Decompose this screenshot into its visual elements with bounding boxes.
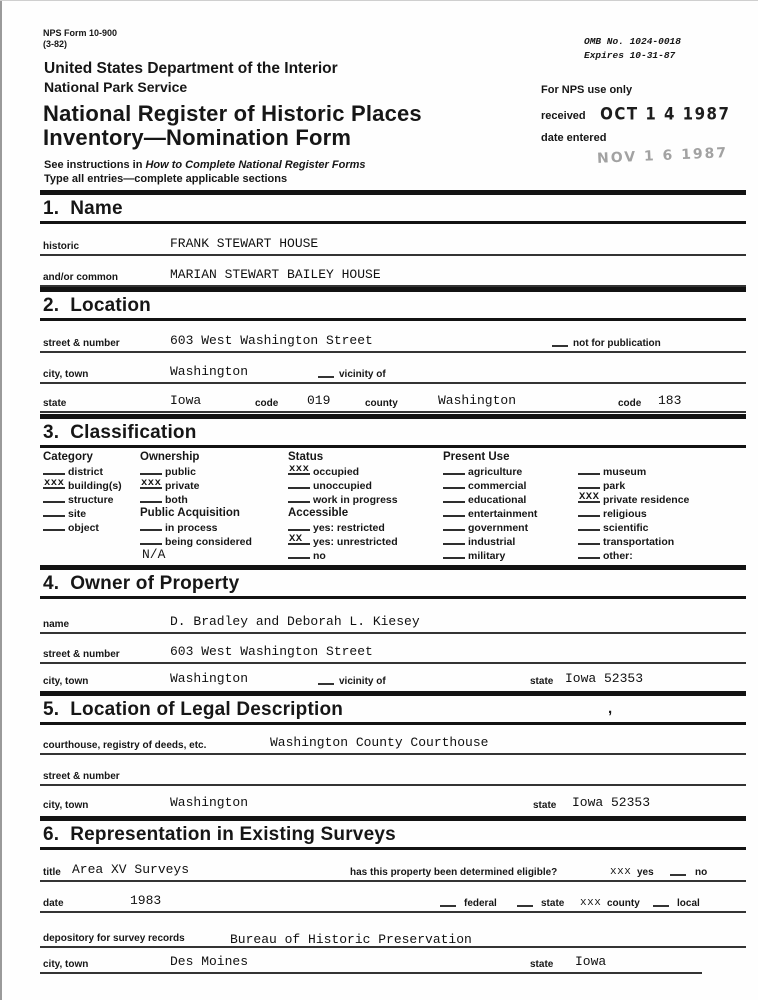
blank-line: [443, 464, 465, 475]
state-label: state: [43, 398, 67, 409]
status-column: [288, 450, 398, 562]
received-date-stamp: OCT 1 4 1987: [600, 103, 731, 125]
checkbox-religious: [578, 506, 689, 520]
owner-vicinity-label: vicinity of: [339, 676, 386, 687]
courthouse-label: courthouse, registry of deeds, etc.: [43, 740, 207, 751]
accessible-header: Accessible: [288, 507, 349, 519]
field-legal-street: [40, 760, 746, 786]
form-title-line1: National Register of Historic Places: [43, 101, 422, 126]
blank-line: [43, 478, 65, 489]
scan-edge-top: [0, 0, 758, 1]
omb-block: [584, 35, 681, 64]
city-value: Washington: [170, 364, 249, 379]
blank-line: [578, 534, 600, 545]
checkbox-label: religious: [603, 508, 647, 520]
legal-state-label: state: [533, 800, 557, 811]
form-number: NPS Form 10-900: [43, 28, 118, 38]
blank-line: [140, 534, 162, 545]
checkbox-label: yes: restricted: [313, 522, 385, 534]
vicinity-blank: [318, 367, 334, 378]
field-owner-street: [40, 638, 746, 664]
section-4-title: 4. Owner of Property: [43, 573, 240, 594]
state-code-label: code: [255, 398, 279, 409]
checkbox-other: [578, 548, 689, 562]
checkbox-commercial: [443, 478, 537, 492]
checkbox-label: both: [165, 494, 188, 506]
checkbox-label: commercial: [468, 480, 527, 492]
omb-expires: Expires 10-31-87: [584, 50, 676, 62]
survey-date-label: date: [43, 898, 64, 909]
blank-line: [578, 520, 600, 531]
checkbox-scientific: [578, 520, 689, 534]
field-state-county: [40, 388, 746, 413]
present-use-column-1: [443, 450, 537, 562]
owner-state-value: Iowa 52353: [565, 671, 644, 686]
blank-line: [140, 478, 162, 489]
survey-title-label: title: [43, 867, 61, 878]
checkbox-label: private residence: [603, 494, 690, 506]
checkbox-label: military: [468, 550, 506, 562]
local-blank: [653, 896, 669, 907]
blank-line: [443, 534, 465, 545]
legal-street-label: street & number: [43, 771, 120, 782]
owner-city-value: Washington: [170, 671, 249, 686]
owner-state-label: state: [530, 676, 554, 687]
checkbox-label: building(s): [68, 480, 122, 492]
blank-line: [288, 464, 310, 475]
checkbox-label: occupied: [313, 466, 360, 478]
section-5-title: 5. Location of Legal Description: [43, 699, 344, 720]
checkbox-site: [43, 506, 122, 520]
checkbox-museum: [578, 464, 689, 478]
eligible-no-blank: [670, 865, 686, 876]
na-note: N/A: [142, 547, 166, 562]
bureau-name: National Park Service: [44, 79, 188, 95]
check-mark: xxx: [141, 477, 162, 489]
omb-number: OMB No. 1024-0018: [584, 36, 681, 47]
local-label: local: [677, 898, 700, 909]
checkbox-label: other:: [603, 550, 633, 562]
historic-value: FRANK STEWART HOUSE: [170, 236, 319, 251]
checkbox-label: educational: [468, 494, 527, 506]
eligible-question: has this property been determined eligible?: [350, 867, 558, 878]
blank-line: [443, 520, 465, 531]
vicinity-blank: [318, 674, 334, 685]
checkbox-label: government: [468, 522, 529, 534]
field-city-town: [40, 358, 746, 384]
checkbox-private: [140, 478, 252, 492]
federal-blank: [440, 896, 456, 907]
eligible-yes-label: yes: [637, 867, 654, 878]
checkbox-being-considered: [140, 534, 252, 548]
divider: [40, 318, 746, 321]
owner-city-label: city, town: [43, 676, 89, 687]
form-title-line2: Inventory—Nomination Form: [43, 124, 352, 150]
checkbox-label: industrial: [468, 536, 516, 548]
checkbox-military: [443, 548, 537, 562]
scan-artifact: ,: [608, 700, 613, 717]
divider: [40, 847, 746, 850]
survey-title-value: Area XV Surveys: [72, 862, 190, 877]
checkbox-label: scientific: [603, 522, 649, 534]
ownership-column: [140, 450, 252, 562]
divider: [40, 221, 746, 224]
form-number-block: [43, 28, 117, 51]
state-code-value: 019: [307, 393, 331, 408]
blank-line: [288, 520, 310, 531]
present-use-header: Present Use: [443, 451, 510, 463]
blank-line: [288, 548, 310, 559]
common-label: and/or common: [43, 272, 119, 283]
street-label: street & number: [43, 338, 120, 349]
owner-name-label: name: [43, 619, 70, 630]
date-entered-label: date entered: [541, 132, 607, 144]
checkbox-buildings: [43, 478, 122, 492]
blank-line: [443, 492, 465, 503]
blank-line: [140, 492, 162, 503]
checkbox-educational: [443, 492, 537, 506]
instructions-line2: Type all entries—complete applicable sections: [44, 172, 288, 185]
field-legal-city: [40, 792, 746, 813]
checkbox-label: no: [313, 550, 326, 562]
checkbox-label: object: [68, 522, 99, 534]
section-5-header: [40, 691, 746, 725]
check-mark: xxx: [289, 463, 310, 475]
survey-state-label: state: [530, 959, 554, 970]
eligible-yes-mark: xxx: [610, 866, 632, 878]
blank-line: [43, 464, 65, 475]
field-depository: [40, 920, 746, 948]
section-2-header: [40, 287, 746, 321]
checkbox-label: transportation: [603, 536, 675, 548]
state-level-blank: [517, 896, 533, 907]
field-owner-name: [40, 607, 746, 634]
check-mark: xxx: [44, 477, 65, 489]
checkbox-work-in-progress: [288, 492, 398, 506]
blank-line: [578, 506, 600, 517]
common-value: MARIAN STEWART BAILEY HOUSE: [170, 267, 381, 282]
blank-line: [140, 464, 162, 475]
field-survey-title: [40, 856, 746, 882]
check-mark: XX: [289, 533, 303, 545]
divider: [40, 445, 746, 448]
blank-line: [288, 534, 310, 545]
status-header: Status: [288, 451, 324, 463]
blank-line: [43, 492, 65, 503]
checkbox-both: [140, 492, 252, 506]
checkbox-structure: [43, 492, 122, 506]
county-value: Washington: [438, 393, 517, 408]
checkbox-label: park: [603, 480, 626, 492]
field-historic-name: [40, 230, 746, 256]
field-street-number: [40, 327, 746, 353]
county-code-value: 183: [658, 393, 682, 408]
survey-city-label: city, town: [43, 959, 89, 970]
vicinity-label: vicinity of: [339, 369, 386, 380]
checkbox-label: being considered: [165, 536, 252, 548]
checkbox-private-residence: [578, 492, 689, 506]
field-survey-city: [40, 948, 702, 974]
blank-line: [443, 478, 465, 489]
checkbox-label: district: [68, 466, 104, 478]
blank-line: [443, 506, 465, 517]
blank-line: [288, 478, 310, 489]
divider: [40, 722, 746, 725]
nps-use-only-box: [541, 84, 751, 184]
checkbox-occupied: [288, 464, 398, 478]
ownership-header: Ownership: [140, 451, 200, 463]
department-name: United States Department of the Interior: [44, 60, 338, 77]
historic-label: historic: [43, 241, 80, 252]
checkbox-no: [288, 548, 398, 562]
section-6-header: [40, 816, 746, 850]
legal-state-value: Iowa 52353: [572, 795, 651, 810]
checkbox-label: work in progress: [313, 494, 398, 506]
checkbox-label: in process: [165, 522, 218, 534]
checkbox-label: museum: [603, 466, 647, 478]
instructions-line1: [44, 159, 366, 173]
state-value: Iowa: [170, 393, 202, 408]
checkbox-label: structure: [68, 494, 114, 506]
classification-grid: [40, 450, 746, 564]
blank-line: [43, 506, 65, 517]
form-revision: (3-82): [43, 39, 68, 50]
legal-city-label: city, town: [43, 800, 89, 811]
blank-line: [578, 464, 600, 475]
field-courthouse: [40, 729, 746, 755]
present-use-column-2: [578, 464, 689, 562]
blank-line: [443, 548, 465, 559]
eligible-no-label: no: [695, 867, 708, 878]
checkbox-transportation: [578, 534, 689, 548]
depository-label: depository for survey records: [43, 933, 185, 944]
agency-heading: [44, 60, 338, 95]
blank-line: [140, 520, 162, 531]
federal-label: federal: [464, 898, 497, 909]
state-level-label: state: [541, 898, 565, 909]
not-for-publication-label: not for publication: [573, 338, 661, 349]
checkbox-object: [43, 520, 122, 534]
blank-line: [578, 548, 600, 559]
field-common-name: [40, 261, 746, 287]
checkbox-label: agriculture: [468, 466, 523, 478]
date-entered-stamp: NOV 1 6 1987: [596, 145, 729, 167]
blank-line: [288, 492, 310, 503]
survey-city-value: Des Moines: [170, 954, 249, 969]
section-4-header: [40, 565, 746, 599]
county-label: county: [365, 398, 398, 409]
checkbox-label: entertainment: [468, 508, 538, 520]
section-3-header: [40, 414, 746, 448]
form-title: [43, 102, 422, 149]
divider: [40, 596, 746, 599]
survey-date-value: 1983: [130, 893, 162, 908]
county-mark: xxx: [580, 897, 602, 909]
depository-value: Bureau of Historic Preservation: [230, 932, 472, 947]
section-1-header: [40, 190, 746, 224]
county-level-label: county: [607, 898, 640, 909]
owner-name-value: D. Bradley and Deborah L. Kiesey: [170, 614, 420, 629]
section-3-title: 3. Classification: [43, 422, 197, 443]
category-column: [43, 450, 122, 534]
checkbox-entertainment: [443, 506, 537, 520]
received-row: [541, 105, 730, 124]
instructions: [44, 159, 366, 187]
checkbox-label: public: [165, 466, 196, 478]
checkbox-label: yes: unrestricted: [313, 536, 398, 548]
checkbox-agriculture: [443, 464, 537, 478]
blank-line: [43, 520, 65, 531]
owner-street-value: 603 West Washington Street: [170, 644, 373, 659]
received-label: received: [541, 110, 586, 122]
section-2-title: 2. Location: [43, 295, 151, 316]
checkbox-yes-unrestricted: [288, 534, 398, 548]
blank-line: [578, 478, 600, 489]
nps-use-only-label: For NPS use only: [541, 84, 633, 96]
checkbox-label: unoccupied: [313, 480, 372, 492]
section-6-title: 6. Representation in Existing Surveys: [43, 824, 396, 845]
city-label: city, town: [43, 369, 89, 380]
owner-street-label: street & number: [43, 649, 120, 660]
field-owner-city: [40, 668, 746, 689]
public-acquisition-header: Public Acquisition: [140, 507, 240, 519]
survey-state-value: Iowa: [575, 954, 607, 969]
checkbox-industrial: [443, 534, 537, 548]
county-code-label: code: [618, 398, 642, 409]
courthouse-value: Washington County Courthouse: [270, 735, 489, 750]
checkbox-label: site: [68, 508, 87, 520]
checkbox-unoccupied: [288, 478, 398, 492]
checkbox-government: [443, 520, 537, 534]
section-1-title: 1. Name: [43, 198, 123, 219]
instructions-booklet-ref: How to Complete National Register Forms: [145, 159, 366, 171]
category-header: Category: [43, 451, 93, 463]
scan-edge-left: [0, 0, 2, 1000]
checkbox-label: private: [165, 480, 200, 492]
blank-line: [578, 492, 600, 503]
check-mark: XXX: [579, 491, 600, 503]
not-for-publication-blank: [552, 336, 568, 347]
legal-city-value: Washington: [170, 795, 249, 810]
field-survey-date: [40, 887, 746, 913]
street-value: 603 West Washington Street: [170, 333, 373, 348]
checkbox-yes-restricted: [288, 520, 398, 534]
instructions-prefix: See instructions in: [44, 159, 146, 171]
checkbox-in-process: [140, 520, 252, 534]
